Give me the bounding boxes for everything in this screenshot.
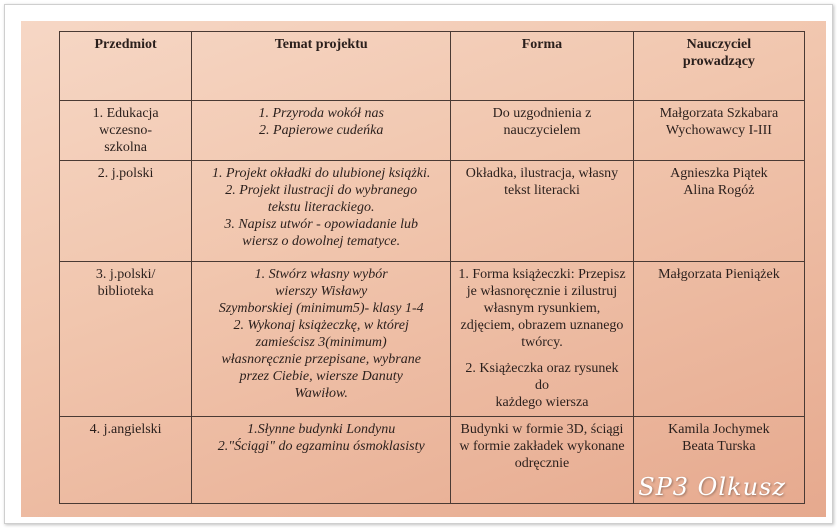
form-line: w formie zakładek wykonane <box>459 439 625 454</box>
topic-line: własnoręcznie przepisane, wybrane <box>221 352 421 367</box>
photo-frame <box>4 4 833 524</box>
teacher-cell <box>633 101 804 161</box>
topic-cell <box>192 101 451 161</box>
form-line: własnym rysunkiem, <box>483 301 601 316</box>
topic-line: 2. Papierowe cudeńka <box>259 123 384 138</box>
table-row <box>60 161 805 262</box>
topic-cell <box>192 417 451 504</box>
form-line: odręcznie <box>514 456 570 471</box>
teacher-line: Beata Turska <box>682 439 756 454</box>
topic-line: przez Ciebie, wiersze Danuty <box>239 369 403 384</box>
form-cell <box>451 161 634 262</box>
form-line: nauczycielem <box>503 123 581 138</box>
subject-line: wczesno- <box>99 123 153 138</box>
form-line: 2. Książeczka oraz rysunek do <box>465 361 619 393</box>
topic-line: wierszy Wisławy <box>275 284 368 299</box>
teacher-line: Agnieszka Piątek <box>670 166 768 181</box>
table-row <box>60 262 805 417</box>
topic-line: tekstu literackiego. <box>267 200 375 215</box>
header-teacher-line: Nauczyciel <box>686 37 752 52</box>
form-line: zdjęciem, obrazem uznanego <box>460 318 624 333</box>
topic-line: 2. Projekt ilustracji do wybranego <box>225 183 418 198</box>
topic-line: 3. Napisz utwór - opowiadanie lub <box>224 217 419 232</box>
subject-cell <box>60 417 192 504</box>
topic-line: 1. Stwórz własny wybór <box>254 267 388 282</box>
topic-cell <box>192 161 451 262</box>
topic-line: Szymborskiej (minimum5)- klasy 1-4 <box>218 301 424 316</box>
topic-line: 2. Wykonaj książeczkę, w której <box>233 318 409 333</box>
form-line: Okładka, ilustracja, własny <box>465 166 619 181</box>
header-teacher-line: prowadzący <box>682 54 755 69</box>
topic-line: 1. Projekt okładki do ulubionej książki. <box>211 166 431 181</box>
subject-line: szkolna <box>104 140 147 155</box>
table-header-row <box>60 32 805 101</box>
header-topic: Temat projektu <box>192 32 451 101</box>
document-photo <box>21 21 826 517</box>
teacher-line: Kamila Jochymek <box>668 422 770 437</box>
form-cell <box>451 101 634 161</box>
teacher-line: Wychowawcy I-III <box>665 123 772 138</box>
subject-cell <box>60 262 192 417</box>
subject-line: 4. j.angielski <box>89 422 162 437</box>
form-line: Do uzgodnienia z <box>492 106 592 121</box>
teacher-line: Małgorzata Szkabara <box>659 106 779 121</box>
form-cell <box>451 417 634 504</box>
form-cell <box>451 262 634 417</box>
teacher-line: Alina Rogóż <box>683 183 755 198</box>
watermark-text: SP3 Olkusz <box>638 473 786 501</box>
teacher-cell <box>633 161 804 262</box>
header-form: Forma <box>451 32 634 101</box>
topic-line: 1.Słynne budynki Londynu <box>247 422 396 437</box>
topic-line: 2."Ściągi" do egzaminu ósmoklasisty <box>217 439 425 454</box>
topic-cell <box>192 262 451 417</box>
topic-line: zamieścisz 3(minimum) <box>255 335 387 350</box>
header-subject: Przedmiot <box>60 32 192 101</box>
form-line: twórcy. <box>521 335 563 350</box>
teacher-cell <box>633 262 804 417</box>
subject-line: 2. j.polski <box>97 166 154 181</box>
subject-line: 3. j.polski/ <box>95 267 156 282</box>
form-line: 1. Forma książeczki: Przepisz <box>458 267 626 282</box>
form-line: każdego wiersza <box>495 395 589 410</box>
form-gap <box>457 351 627 360</box>
form-line: je własnoręcznie i zilustruj <box>466 284 618 299</box>
subject-cell <box>60 161 192 262</box>
topic-line: wiersz o dowolnej tematyce. <box>242 234 401 249</box>
topic-line: Wawiłow. <box>294 386 348 401</box>
table-row <box>60 101 805 161</box>
subject-cell <box>60 101 192 161</box>
form-line: tekst literacki <box>504 183 580 198</box>
topic-line: 1. Przyroda wokół nas <box>258 106 384 121</box>
project-table <box>59 31 805 504</box>
header-teacher <box>633 32 804 101</box>
teacher-line: Małgorzata Pieniążek <box>658 267 780 282</box>
subject-line: biblioteka <box>97 284 154 299</box>
subject-line: 1. Edukacja <box>92 106 159 121</box>
form-line: Budynki w formie 3D, ściągi <box>460 422 624 437</box>
